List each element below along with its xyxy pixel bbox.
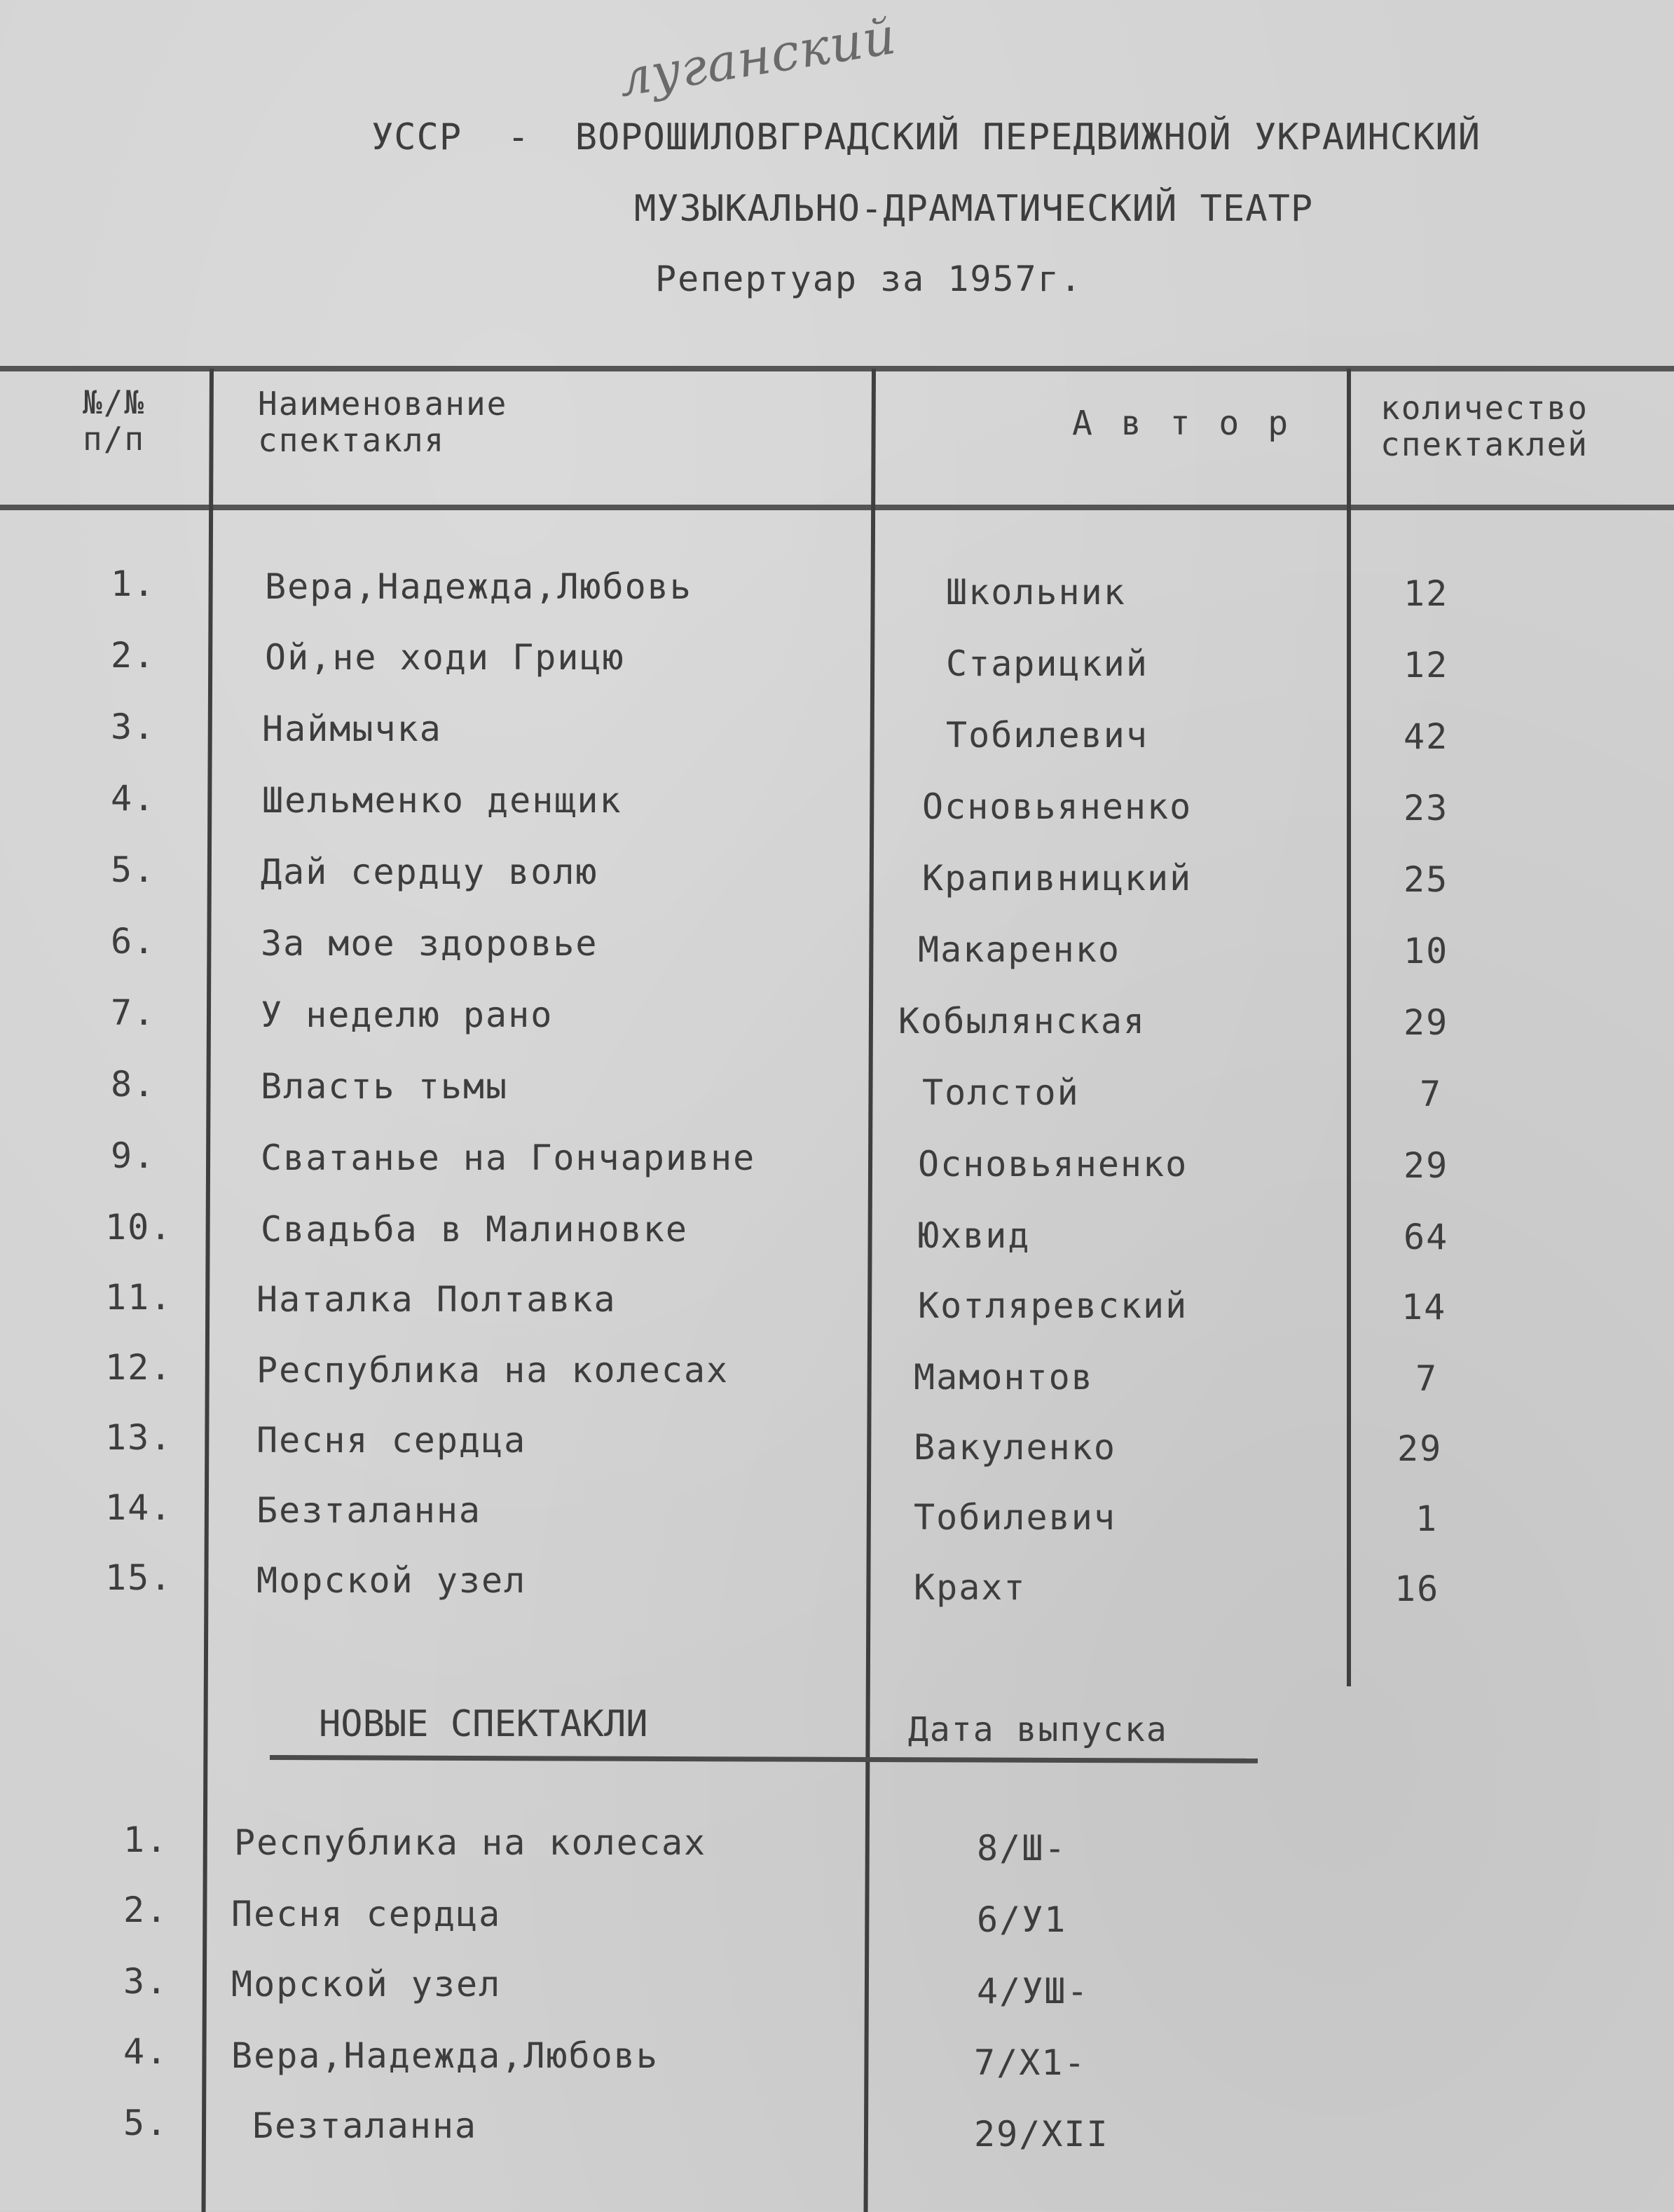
row-author: Крапивницкий bbox=[922, 858, 1193, 899]
row-count: 64 bbox=[1404, 1217, 1449, 1257]
row-author: Школьник bbox=[946, 572, 1126, 613]
row-author: Мамонтов bbox=[914, 1357, 1094, 1398]
table-top-rule bbox=[0, 366, 1674, 371]
row-author: Тобилевич bbox=[946, 715, 1148, 756]
row-title: Безталанна bbox=[256, 1490, 482, 1531]
new-show-date: 6/У1 bbox=[977, 1899, 1067, 1940]
column-header-num: №/№ п/п bbox=[83, 383, 146, 458]
column-header-title: Наименование спектакля bbox=[258, 385, 508, 459]
release-date-heading: Дата выпуска bbox=[908, 1710, 1168, 1749]
new-show-title: Республика на колесах bbox=[234, 1822, 707, 1863]
new-show-num: 3. bbox=[123, 1961, 169, 2002]
row-author: Толстой bbox=[922, 1072, 1080, 1113]
table-divider-1 bbox=[202, 369, 214, 2212]
row-num: 5. bbox=[111, 849, 156, 890]
row-title: Ой,не ходи Грицю bbox=[265, 637, 625, 678]
row-count: 29 bbox=[1404, 1002, 1449, 1043]
new-show-num: 4. bbox=[123, 2031, 169, 2072]
new-show-date: 8/Ш- bbox=[977, 1828, 1067, 1869]
header-line-1: УССР - ВОРОШИЛОВГРАДСКИЙ ПЕРЕДВИЖНОЙ УКРАИНСКИЙ bbox=[371, 116, 1481, 158]
row-count: 10 bbox=[1404, 931, 1449, 971]
row-num: 3. bbox=[111, 706, 156, 747]
row-num: 6. bbox=[111, 921, 156, 962]
row-count: 29 bbox=[1397, 1428, 1443, 1469]
row-num: 11. bbox=[105, 1277, 173, 1318]
new-show-title: Безталанна bbox=[252, 2105, 478, 2146]
new-show-num: 5. bbox=[123, 2103, 169, 2143]
row-author: Вакуленко bbox=[914, 1427, 1116, 1468]
row-title: За мое здоровье bbox=[261, 923, 598, 964]
row-count: 1 bbox=[1415, 1498, 1439, 1539]
row-title: Морской узел bbox=[256, 1560, 527, 1601]
row-title: Дай сердцу волю bbox=[261, 852, 598, 892]
row-author: Макаренко bbox=[918, 929, 1120, 970]
row-author: Основьяненко bbox=[918, 1144, 1188, 1184]
table-divider-3 bbox=[1347, 369, 1351, 1686]
table-divider-2 bbox=[864, 369, 876, 2212]
new-shows-heading: НОВЫЕ СПЕКТАКЛИ bbox=[319, 1703, 648, 1745]
row-title: Сватанье на Гончаривне bbox=[261, 1138, 756, 1178]
row-num: 8. bbox=[111, 1064, 156, 1105]
row-count: 23 bbox=[1404, 788, 1449, 828]
row-count: 12 bbox=[1404, 645, 1449, 685]
header-line-3: Репертуар за 1957г. bbox=[655, 259, 1083, 299]
row-author: Старицкий bbox=[946, 643, 1148, 684]
row-count: 7 bbox=[1415, 1358, 1439, 1399]
new-show-title: Вера,Надежда,Любовь bbox=[231, 2035, 659, 2076]
row-num: 14. bbox=[105, 1487, 173, 1528]
row-num: 15. bbox=[105, 1557, 173, 1598]
row-author: Юхвид bbox=[918, 1215, 1031, 1256]
row-title: Наймычка bbox=[262, 709, 442, 749]
row-title: У неделю рано bbox=[261, 995, 554, 1035]
row-count: 14 bbox=[1401, 1287, 1447, 1327]
column-header-author: А в т о р bbox=[1072, 404, 1293, 443]
new-show-title: Морской узел bbox=[231, 1964, 502, 2005]
new-show-date: 29/XII bbox=[974, 2114, 1109, 2155]
row-title: Наталка Полтавка bbox=[256, 1279, 617, 1320]
row-num: 12. bbox=[105, 1347, 173, 1388]
table-header-rule bbox=[0, 505, 1674, 510]
new-show-title: Песня сердца bbox=[231, 1894, 502, 1934]
row-num: 4. bbox=[111, 778, 156, 819]
new-show-num: 2. bbox=[123, 1890, 169, 1930]
row-title: Свадьба в Малиновке bbox=[261, 1209, 688, 1250]
row-num: 9. bbox=[111, 1135, 156, 1176]
header-line-2: МУЗЫКАЛЬНО-ДРАМАТИЧЕСКИЙ ТЕАТР bbox=[634, 188, 1314, 230]
new-show-date: 4/УШ- bbox=[977, 1971, 1090, 2012]
row-title: Вера,Надежда,Любовь bbox=[265, 566, 692, 607]
row-num: 2. bbox=[111, 635, 156, 676]
row-count: 29 bbox=[1404, 1145, 1449, 1186]
new-show-date: 7/Х1- bbox=[974, 2042, 1087, 2083]
new-shows-underline bbox=[270, 1755, 1258, 1763]
row-num: 13. bbox=[105, 1417, 173, 1458]
row-title: Власть тьмы bbox=[261, 1066, 509, 1107]
handwritten-note: луганский bbox=[614, 6, 900, 109]
row-count: 16 bbox=[1394, 1569, 1440, 1609]
row-author: Тобилевич bbox=[914, 1497, 1116, 1538]
row-title: Шельменко денщик bbox=[262, 780, 622, 821]
row-count: 42 bbox=[1404, 716, 1449, 757]
row-title: Республика на колесах bbox=[256, 1350, 729, 1391]
row-count: 25 bbox=[1404, 859, 1449, 900]
row-num: 1. bbox=[111, 564, 156, 604]
row-author: Котляревский bbox=[918, 1285, 1188, 1326]
row-count: 12 bbox=[1404, 573, 1449, 614]
row-author: Основьяненко bbox=[922, 786, 1193, 827]
row-author: Кобылянская bbox=[898, 1001, 1146, 1042]
row-author: Крахт bbox=[914, 1567, 1027, 1608]
row-count: 7 bbox=[1420, 1074, 1443, 1114]
row-num: 10. bbox=[105, 1207, 173, 1248]
new-show-num: 1. bbox=[123, 1820, 169, 1860]
row-title: Песня сердца bbox=[256, 1420, 527, 1461]
column-header-count: количество спектаклей bbox=[1380, 389, 1589, 463]
row-num: 7. bbox=[111, 992, 156, 1033]
